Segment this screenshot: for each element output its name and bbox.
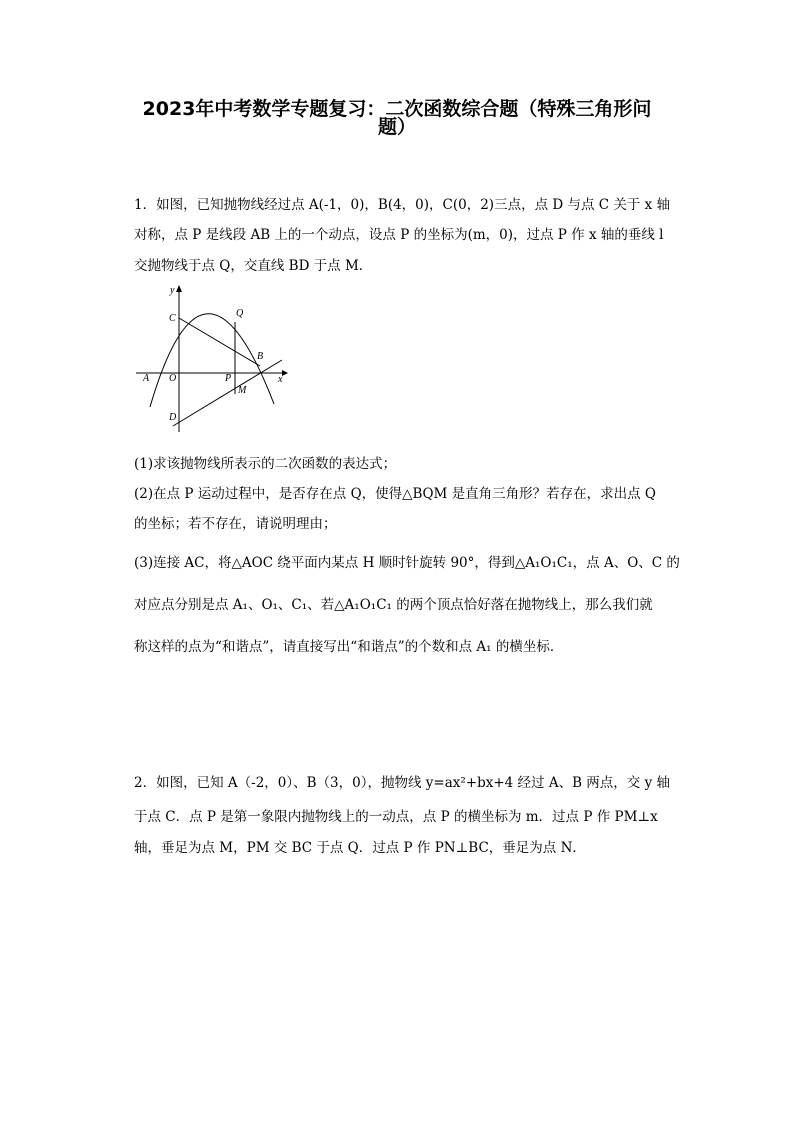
y-axis-arrow: [176, 285, 182, 292]
x-axis-arrow: [282, 370, 288, 376]
label-o: O: [169, 373, 177, 384]
label-q: Q: [236, 308, 244, 319]
q1-sub2-line-2: 的坐标；若不存在，请说明理由；: [134, 516, 337, 532]
label-x: x: [278, 374, 283, 385]
label-p: P: [225, 373, 232, 384]
label-c: C: [169, 313, 176, 324]
q1-sub1: (1)求该抛物线所表示的二次函数的表达式；: [134, 456, 397, 472]
label-b: B: [257, 351, 264, 362]
q1-text-line-3: 交抛物线于点 Q，交直线 BD 于点 M．: [134, 258, 373, 274]
label-d: D: [169, 412, 177, 423]
label-m: M: [238, 385, 247, 396]
q2-text-line-1: 2．如图，已知 A（-2，0）、B（3，0），抛物线 y=ax²+bx+4 经过 A、B 两点，交 y 轴: [134, 775, 670, 791]
parabola-curve: [150, 314, 274, 407]
q2-text-line-2: 于点 C．点 P 是第一象限内抛物线上的一动点，点 P 的横坐标为 m．过点 P 作 PM⊥x: [134, 809, 658, 825]
q1-sub2-line-1: (2)在点 P 运动过程中，是否存在点 Q，使得△BQM 是直角三角形？若存在，求出点 Q: [134, 486, 656, 502]
q1-sub3-line-1: (3)连接 AC，将△AOC 绕平面内某点 H 顺时针旋转 90°，得到△A₁O₁C₁，点 A、O、C 的: [134, 555, 680, 571]
title-line-2: 题）: [377, 116, 416, 138]
q1-text-line-1: 1．如图，已知抛物线经过点 A(-1，0)，B(4，0)，C(0，2)三点，点 D 与点 C 关于 x 轴: [134, 197, 671, 213]
title-line-1: 2023年中考数学专题复习：二次函数综合题（特殊三角形问: [142, 98, 652, 120]
label-y: y: [170, 285, 175, 296]
line-cb: [179, 318, 260, 366]
q1-sub3-line-2: 对应点分别是点 A₁、O₁、C₁、若△A₁O₁C₁ 的两个顶点恰好落在抛物线上，那么我们就: [134, 597, 653, 613]
q1-sub3-line-3: 称这样的点为“和谐点”，请直接写出“和谐点”的个数和点 A₁ 的横坐标．: [134, 639, 564, 655]
q2-text-line-3: 轴，垂足为点 M，PM 交 BC 于点 Q．过点 P 作 PN⊥BC，垂足为点 N．: [134, 840, 586, 856]
q1-text-line-2: 对称，点 P 是线段 AB 上的一个动点，设点 P 的坐标为(m，0)，过点 P 作 x 轴的垂线 l: [134, 227, 664, 243]
label-a: A: [143, 373, 150, 384]
parabola-figure: [132, 282, 290, 434]
line-db: [173, 360, 282, 426]
